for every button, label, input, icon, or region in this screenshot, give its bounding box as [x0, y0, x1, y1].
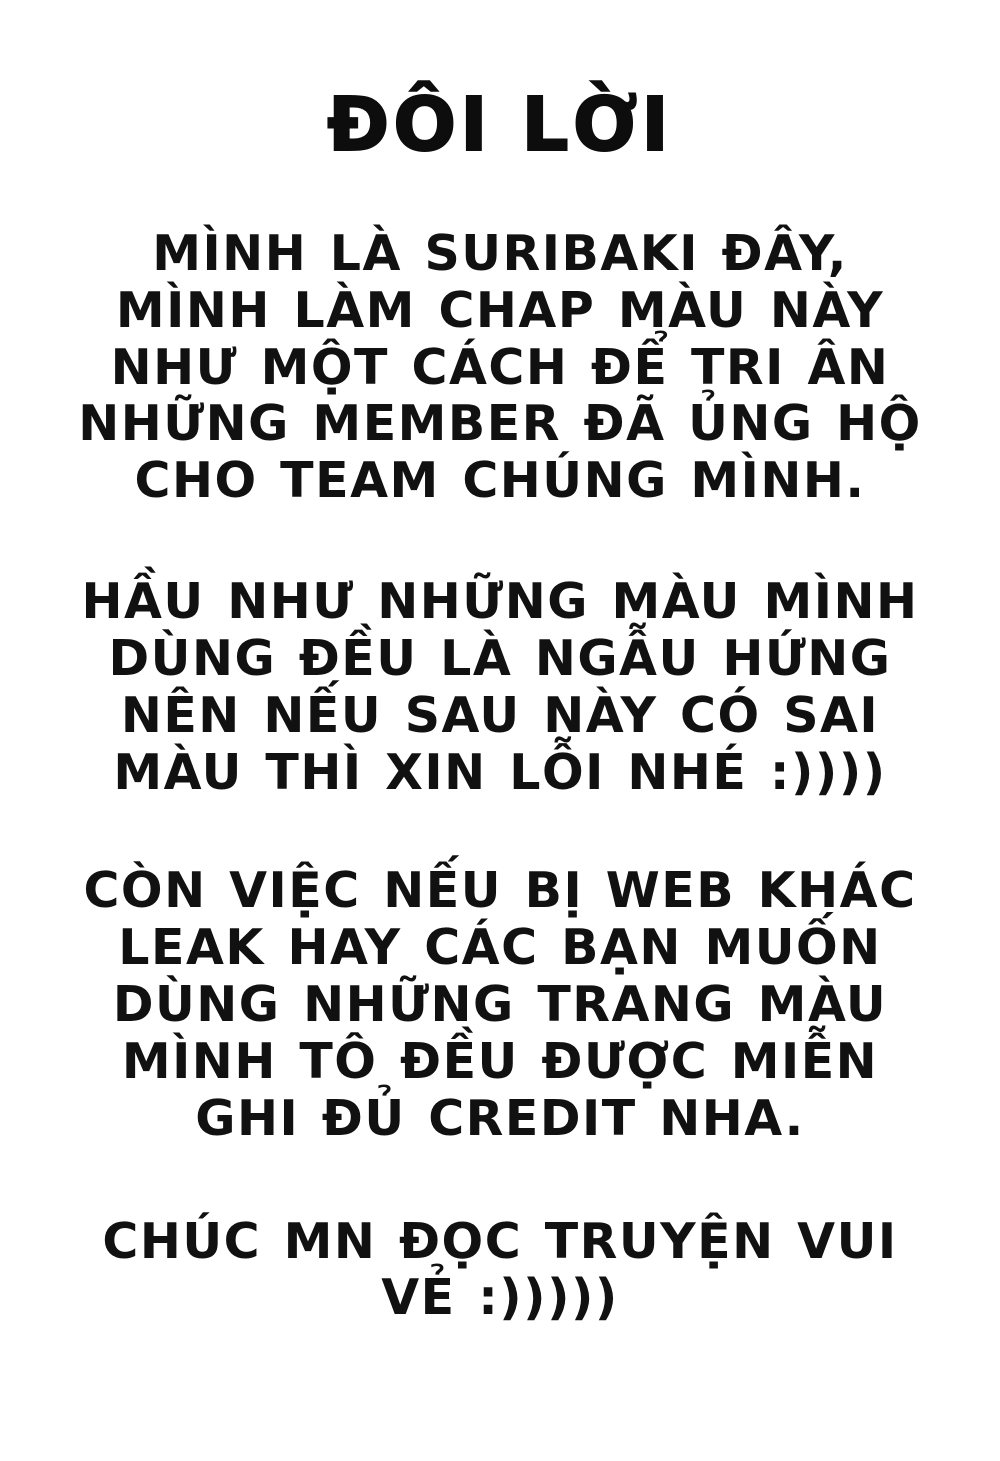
paragraph-1: MÌNH LÀ SURIBAKI ĐÂY, MÌNH LÀM CHAP MÀU NÀY NHƯ MỘT CÁCH ĐỂ TRI ÂN NHỮNG MEMBER ĐÃ ỦNG HỘ CHO TEAM CHÚNG MÌNH.	[78, 225, 922, 510]
document-body	[60, 226, 940, 1327]
paragraph-2: HẦU NHƯ NHỮNG MÀU MÌNH DÙNG ĐỀU LÀ NGẪU HỨNG NÊN NẾU SAU NÀY CÓ SAI MÀU THÌ XIN LỖI NHÉ :))))	[81, 573, 919, 801]
page-title: ĐÔI LỜI	[327, 82, 673, 168]
paragraph-3: CÒN VIỆC NẾU BỊ WEB KHÁC LEAK HAY CÁC BẠN MUỐN DÙNG NHỮNG TRANG MÀU MÌNH TÔ ĐỀU ĐƯỢC MIỄN GHI ĐỦ CREDIT NHA.	[83, 862, 917, 1147]
paragraph-4: CHÚC MN ĐỌC TRUYỆN VUI VẺ :)))))	[102, 1212, 898, 1327]
